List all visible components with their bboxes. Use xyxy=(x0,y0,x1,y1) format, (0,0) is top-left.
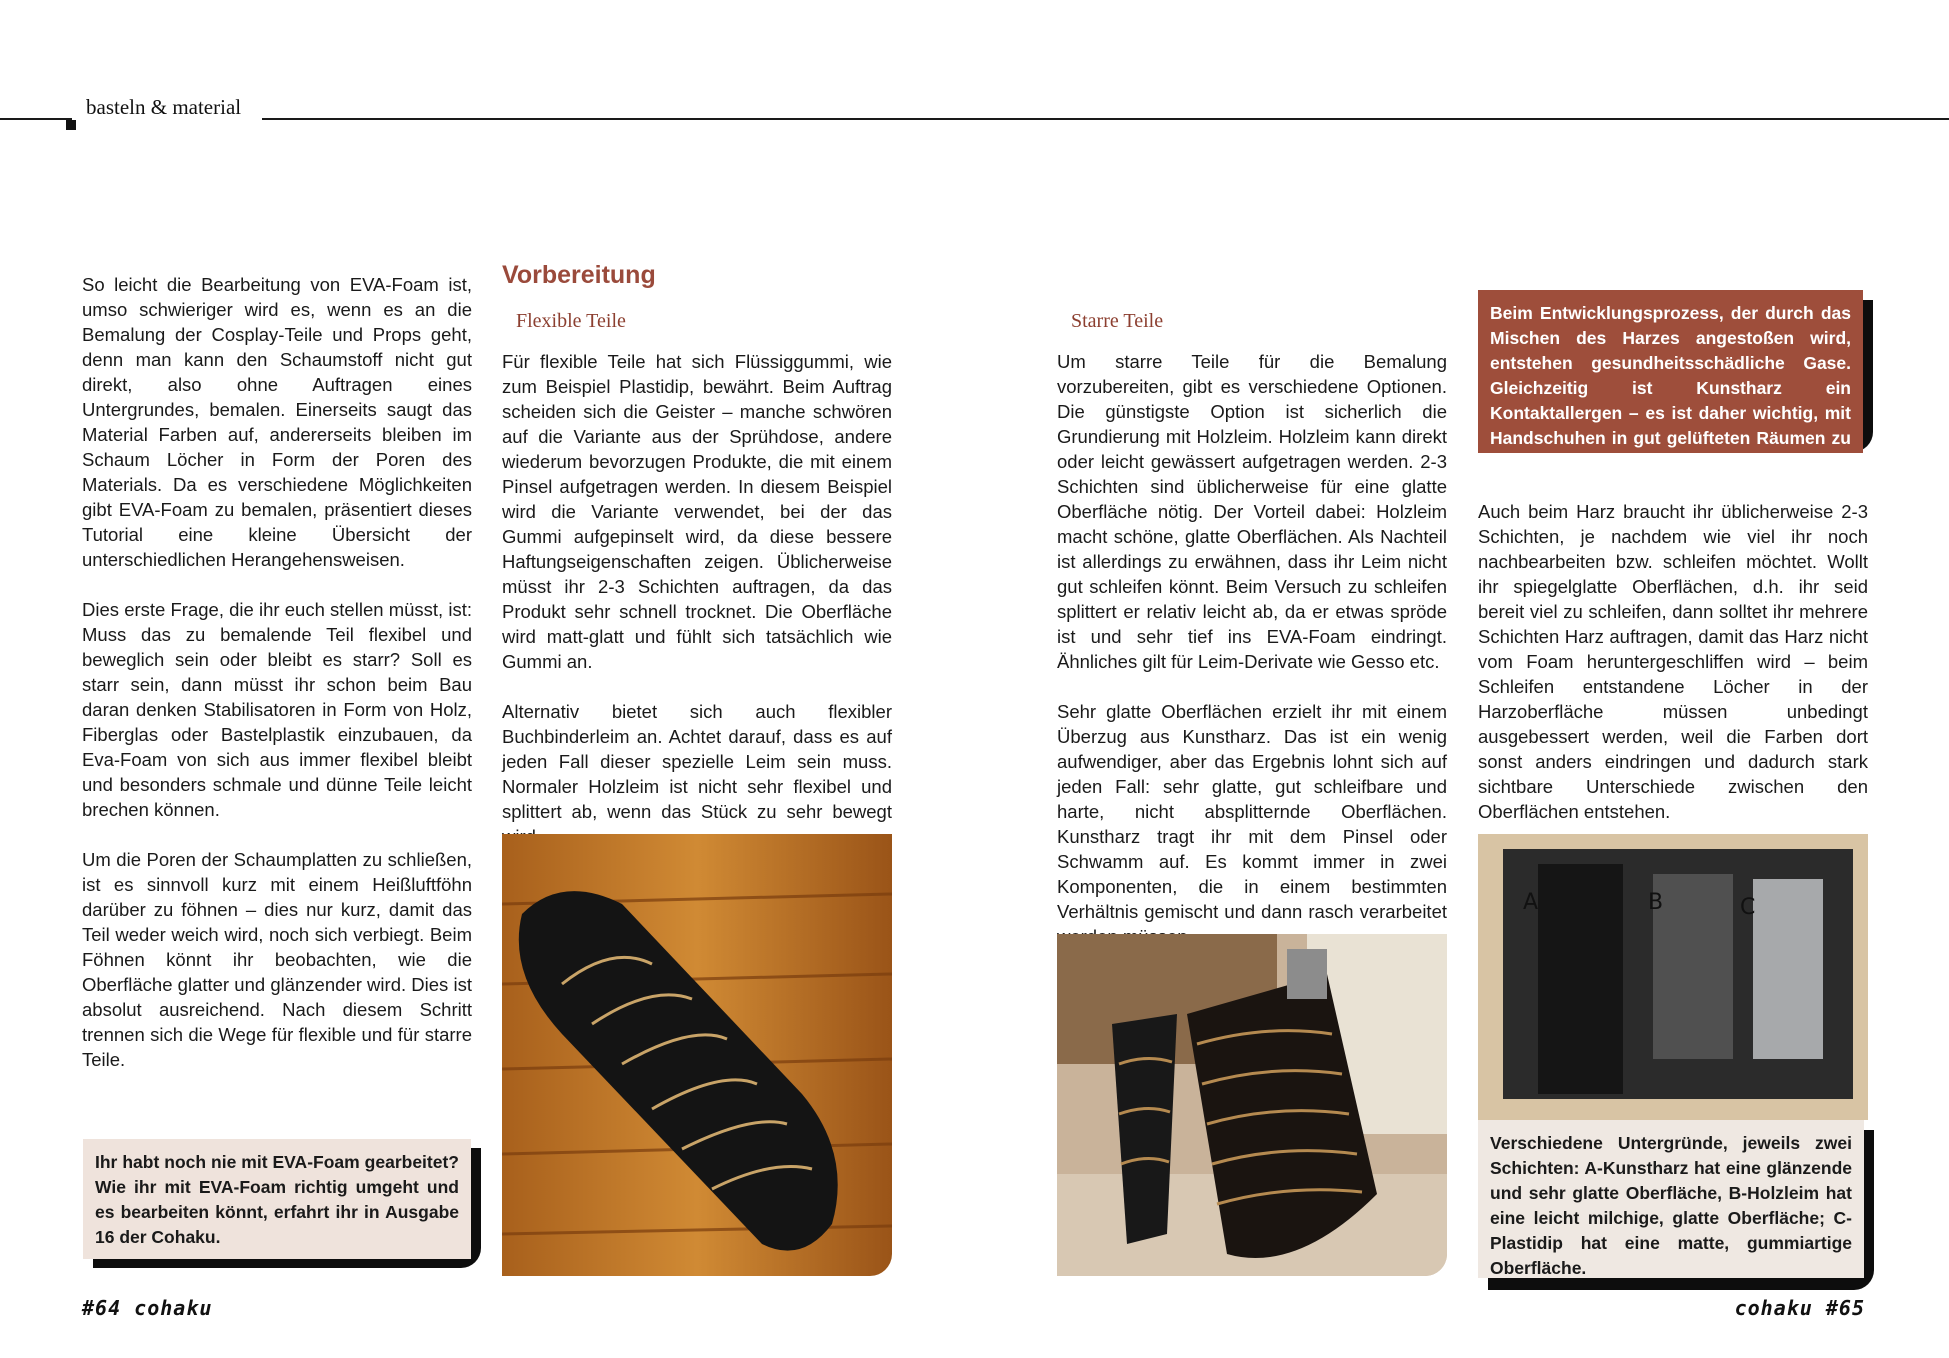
samples-photo-illustration xyxy=(1478,834,1868,1120)
vorbereitung-heading: Vorbereitung xyxy=(502,261,656,289)
intro-paragraph: So leicht die Bearbeitung von EVA-Foam ist, umso schwieriger wird es, wenn es an die Bemalung der Cosplay-Teile und Props geht, denn man kann den Schaumstoff nicht gut direkt, also ohne Auftragen eines Untergrundes, bemalen. Einerseits saugt das Material Farben auf, andererseits bleiben im Schaum Löcher in Form der Poren des Materials. Da es verschiedene Möglichkeiten gibt EVA-Foam zu bemalen, präsentiert dieses Tutorial eine kleine Übersicht der unterschiedlichen Herangehensweisen. xyxy=(82,274,472,570)
starre-subheading: Starre Teile xyxy=(1071,310,1164,332)
header-rule-left xyxy=(0,118,72,120)
question-paragraph: Dies erste Frage, die ihr euch stellen müsst, ist: Muss das zu bemalende Teil flexibel und beweglich sein oder bleibt es starr? Soll es starr sein, dann müsst ihr schon beim Bau daran denken Stabilisatoren in Form von Holz, Fiberglas oder Bastelplastik einzubauen, da Eva-Foam von sich aus immer flexibel bleibt und besonders schmale und dünne Teile leicht brechen können. xyxy=(82,599,472,820)
header-marker xyxy=(66,120,76,130)
info-box: Ihr habt noch nie mit EVA-Foam gearbeitet? Wie ihr mit EVA-Foam richtig umgeht und es bearbeiten könnt, erfahrt ihr in Ausgabe 16 der Cohaku. xyxy=(83,1139,471,1259)
flexible-column xyxy=(502,349,892,874)
sample-label-a: A xyxy=(1523,890,1539,915)
holzleim-paragraph: Um starre Teile für die Bemalung vorzubereiten, gibt es verschiedene Optionen. Die günstigste Option ist sicherlich die Grundierung mit Holzleim. Holzleim kann direkt oder leicht gewässert aufgetragen werden. 2-3 Schichten sind üblicherweise für eine glatte Oberfläche nötig. Der Vorteil dabei: Holzleim macht schöne, glatte Oberflächen. Als Nachteil ist allerdings zu erwähnen, dass ihr Leim nicht gut schleifen könnt. Beim Versuch zu schleifen splittert er relativ leicht ab, da er etwas spröde ist und sehr tief ins EVA-Foam eindringt. Ähnliches gilt für Leim-Derivate wie Gesso etc. xyxy=(1057,351,1447,672)
samples-photo xyxy=(1478,834,1868,1120)
kunstharz-photo xyxy=(1057,934,1447,1276)
sample-label-b: B xyxy=(1648,890,1664,915)
kunstharz-photo-illustration xyxy=(1057,934,1447,1276)
sample-label-c: C xyxy=(1740,895,1756,920)
plastidip-photo-illustration xyxy=(502,834,892,1276)
harz-column xyxy=(1478,499,1868,849)
footer-right: cohaku #65 xyxy=(1734,1296,1865,1320)
flexible-subheading: Flexible Teile xyxy=(516,310,626,332)
header-rule-right xyxy=(262,118,1949,120)
pores-paragraph: Um die Poren der Schaumplatten zu schließen, ist es sinnvoll kurz mit einem Heißluftföhn darüber zu föhnen – dies nur kurz, damit das Teil weder weich wird, noch sich verbiegt. Beim Föhnen könnt ihr beobachten, wie die Oberfläche glatter und glänzender wird. Dies ist absolut ausreichend. Nach diesem Schritt trennen sich die Wege für flexible und für starre Teile. xyxy=(82,849,472,1070)
buchbinderleim-paragraph: Alternativ bietet sich auch flexibler Buchbinderleim an. Achtet darauf, dass es auf jeden Fall dieser spezielle Leim sein muss. Normaler Holzleim ist nicht sehr flexibel und splittert ab, wenn das Stück zu sehr bewegt xyxy=(502,701,892,822)
photo-caption: Verschiedene Untergründe, jeweils zwei Schichten: A-Kunstharz hat eine glänzende und sehr glatte Oberfläche, B-Holzleim hat eine leicht milchige, glatte Oberfläche; C-Plastidip hat eine matte, gummiartige Oberfläche. xyxy=(1478,1120,1864,1278)
section-title: basteln & material xyxy=(82,95,245,120)
flexible-paragraph: Für flexible Teile hat sich Flüssiggummi, wie zum Beispiel Plastidip, bewährt. Beim Auftrag scheiden sich die Geister – manche schwören auf die Variante aus der Sprühdose, andere wiederum bevorzugen Produkte, die mit einem Pinsel aufgetragen werden. In diesem Beispiel wird die Variante verwendet, bei der das Gummi aufgepinselt wird, da diese bessere Haftungseigenschaften zeigen. Üblicherweise müsst ihr 2-3 Schichten auftragen, da das Produkt sehr schnell trocknet. Die Oberfläche wird matt-glatt und fühlt sich tatsächlich wie Gummi an. xyxy=(502,351,892,672)
harz-paragraph: Auch beim Harz braucht ihr üblicherweise 2-3 Schichten, je nachdem wie viel ihr noch nachbearbeiten bzw. schleifen möchtet. Wollt ihr spiegelglatte Oberflächen, d.h. ihr seid bereit viel zu schleifen, dann solltet ihr mehrere Schichten Harz auftragen, damit das Harz nicht vom Foam heruntergeschliffen wird – beim Schleifen entstandene Löcher in der Harzoberfläche müssen unbedingt ausgebessert werden, weil die Farben dort sonst anders eindringen und dadurch stark sichtbare Unterschiede zwischen den Oberflächen entstehen. xyxy=(1478,501,1868,822)
intro-column xyxy=(82,272,472,1097)
kunstharz-paragraph: Sehr glatte Oberflächen erzielt ihr mit einem Überzug aus Kunstharz. Das ist ein wenig aufwendiger, aber das Ergebnis lohnt sich auf jeden Fall: sehr glatte, gut schleifbare und harte, nicht absplitternde Oberflächen. Kunstharz tragt ihr mit dem Pinsel oder Schwamm auf. Es kommt immer in zwei Komponenten, die in einem bestimmten Verhältnis gemischt und dann rasch verarbeitet xyxy=(1057,701,1447,922)
footer-left: #64 cohaku xyxy=(82,1296,213,1320)
plastidip-photo xyxy=(502,834,892,1276)
starre-column xyxy=(1057,349,1447,974)
warning-box: Beim Entwicklungsprozess, der durch das Mischen des Harzes angestoßen wird, entstehen gesundheitsschädliche Gase. Gleichzeitig ist Kunstharz ein Kontaktallergen – es ist daher wichtig, mit Handschuhen in gut gelüfteten Räumen zu arbeiten. xyxy=(1478,290,1863,453)
